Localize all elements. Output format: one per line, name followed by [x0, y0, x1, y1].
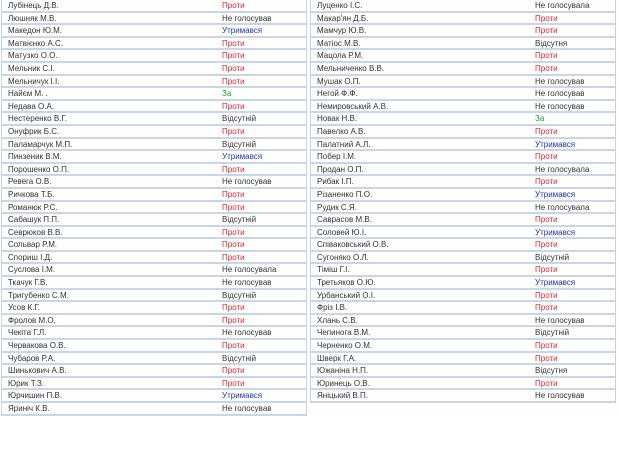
deputy-row — [2, 378, 306, 391]
deputy-name: Онуфрик Б.С. — [8, 126, 60, 136]
vote-status: Проти — [222, 126, 245, 136]
deputy-row — [2, 13, 306, 26]
deputy-name: Юринець О.В. — [317, 378, 370, 388]
deputy-row — [311, 151, 615, 164]
deputy-name: Мельниченко В.В. — [317, 63, 385, 73]
deputy-name: Продан О.П. — [317, 164, 364, 174]
deputy-row — [2, 277, 306, 290]
deputy-row — [2, 403, 306, 416]
deputy-name: Соловей Ю.І. — [317, 227, 367, 237]
deputy-name: Романюк Р.С. — [8, 202, 58, 212]
deputy-name: Чепинога В.М. — [317, 328, 371, 338]
vote-status: Утримався — [535, 278, 576, 288]
deputy-name: Юрик Т.З. — [8, 378, 44, 388]
vote-status: Не голосував — [222, 328, 272, 338]
deputy-name: Мацола Р.М. — [317, 51, 364, 61]
deputy-row — [2, 50, 306, 63]
vote-status: Проти — [535, 152, 558, 162]
deputy-name: Чекіта Г.Л. — [8, 328, 47, 338]
deputy-row — [2, 340, 306, 353]
deputy-row — [311, 50, 615, 63]
deputy-name: Южаніна Н.П. — [317, 366, 369, 376]
vote-status: Проти — [222, 189, 245, 199]
vote-status: Проти — [222, 315, 245, 325]
deputy-name: Фролов М.О. — [8, 315, 56, 325]
deputy-row — [311, 38, 615, 51]
deputy-name: Ричкова Т.Б. — [8, 189, 55, 199]
deputy-name: Сабашук П.П. — [8, 215, 60, 225]
deputy-row — [311, 252, 615, 265]
deputy-name: Мельник С.І. — [8, 63, 55, 73]
deputies-column-left — [1, 0, 307, 416]
deputy-row — [2, 189, 306, 202]
deputy-name: Співаковський О.В. — [317, 240, 389, 250]
deputy-name: Шверк Г.А. — [317, 353, 357, 363]
deputy-name: Чубаров Р.А. — [8, 353, 56, 363]
deputy-row — [2, 264, 306, 277]
deputy-name: Червакова О.В. — [8, 341, 66, 351]
deputy-row — [2, 101, 306, 114]
vote-status: Проти — [222, 101, 245, 111]
vote-status: За — [535, 114, 545, 124]
deputy-name: Шинькович А.В. — [8, 366, 67, 376]
deputy-name: Матузко О.О. — [8, 51, 58, 61]
vote-status: Не голосував — [535, 391, 585, 401]
deputy-name: Фріз І.В. — [317, 303, 348, 313]
deputy-row — [2, 390, 306, 403]
deputy-row — [311, 277, 615, 290]
vote-status: Проти — [535, 13, 558, 23]
deputy-name: Матіос М.В. — [317, 38, 361, 48]
vote-status: Не голосував — [535, 101, 585, 111]
vote-status: Утримався — [222, 391, 263, 401]
vote-status: Проти — [222, 240, 245, 250]
deputy-name: Різаненко П.О. — [317, 189, 373, 199]
deputy-name: Немировський А.В. — [317, 101, 389, 111]
deputy-name: Ревега О.В. — [8, 177, 52, 187]
vote-status: Проти — [535, 215, 558, 225]
vote-status: Проти — [535, 353, 558, 363]
deputy-name: Севрюков В.В. — [8, 227, 63, 237]
vote-status: Відсутній — [535, 252, 570, 262]
vote-status: Проти — [222, 303, 245, 313]
deputy-row — [2, 25, 306, 38]
vote-status: Не голосувала — [535, 164, 590, 174]
vote-status: Проти — [222, 164, 245, 174]
vote-status: Проти — [535, 63, 558, 73]
deputy-row — [311, 264, 615, 277]
vote-status: Не голосувала — [222, 265, 277, 275]
vote-status: Відсутній — [222, 114, 257, 124]
deputy-row — [2, 38, 306, 51]
deputy-row — [2, 126, 306, 139]
deputy-name: Нестеренко В.Г. — [8, 114, 67, 124]
vote-status: Проти — [222, 76, 245, 86]
deputy-name: Мушак О.П. — [317, 76, 361, 86]
deputy-name: Третьяков О.Ю. — [317, 278, 376, 288]
vote-status: Утримався — [222, 152, 263, 162]
deputy-name: Рудик С.Я. — [317, 202, 357, 212]
deputy-name: Палатний А.Л. — [317, 139, 371, 149]
deputy-row — [311, 13, 615, 26]
deputy-name: Саврасов М.В. — [317, 215, 372, 225]
deputy-row — [311, 63, 615, 76]
deputy-name: Найєм М. . — [8, 89, 48, 99]
deputy-row — [311, 315, 615, 328]
deputy-name: Черненко О.М. — [317, 341, 373, 351]
vote-status: Проти — [535, 265, 558, 275]
deputy-row — [311, 176, 615, 189]
vote-status: Проти — [535, 378, 558, 388]
deputy-name: Суслова І.М. — [8, 265, 56, 275]
deputy-row — [2, 290, 306, 303]
deputy-name: Макар'ян Д.Б. — [317, 13, 369, 23]
vote-status: Проти — [222, 202, 245, 212]
deputy-row — [2, 0, 306, 13]
vote-status: Проти — [222, 63, 245, 73]
vote-status: Утримався — [535, 227, 576, 237]
deputy-name: Побер І.М. — [317, 152, 357, 162]
deputy-name: Недава О.А. — [8, 101, 55, 111]
deputy-row — [311, 139, 615, 152]
vote-status: Проти — [535, 240, 558, 250]
vote-status: Не голосував — [222, 177, 272, 187]
vote-status: Проти — [535, 303, 558, 313]
deputy-row — [2, 214, 306, 227]
vote-status: Не голосувала — [535, 202, 590, 212]
deputy-row — [311, 340, 615, 353]
deputy-row — [2, 239, 306, 252]
deputy-row — [2, 353, 306, 366]
deputy-name: Яриніч К.В. — [8, 404, 50, 413]
deputy-name: Павелко А.В. — [317, 126, 366, 136]
deputy-row — [2, 164, 306, 177]
deputy-row — [311, 126, 615, 139]
deputy-name: Яніцький В.П. — [317, 391, 368, 401]
deputy-name: Рибак І.П. — [317, 177, 354, 187]
vote-status: Проти — [535, 26, 558, 36]
vote-status: Відсутня — [535, 366, 568, 376]
deputy-name: Мельничук І.І. — [8, 76, 60, 86]
deputy-row — [2, 113, 306, 126]
vote-status: Не голосував — [535, 76, 585, 86]
vote-status: Відсутній — [222, 139, 257, 149]
deputy-name: Усов К.Г. — [8, 303, 41, 313]
deputy-row — [311, 378, 615, 391]
deputy-row — [311, 101, 615, 114]
vote-status: Проти — [222, 38, 245, 48]
deputy-name: Сугоняко О.Л. — [317, 252, 369, 262]
vote-status: Проти — [535, 51, 558, 61]
vote-status: Не голосував — [535, 89, 585, 99]
deputy-row — [311, 327, 615, 340]
vote-status: Відсутня — [535, 38, 568, 48]
vote-status: Утримався — [535, 189, 576, 199]
deputy-row — [2, 63, 306, 76]
deputy-row — [2, 151, 306, 164]
deputy-row — [311, 227, 615, 240]
deputy-row — [311, 365, 615, 378]
deputy-name: Новак Н.В. — [317, 114, 358, 124]
deputy-name: Люшняк М.В. — [8, 13, 57, 23]
deputy-row — [311, 202, 615, 215]
deputy-name: Луценко І.С. — [317, 1, 363, 10]
vote-status: Не голосував — [222, 404, 272, 413]
vote-status: Проти — [535, 290, 558, 300]
deputy-row — [311, 88, 615, 101]
vote-status: Не голосував — [222, 13, 272, 23]
deputy-row — [311, 164, 615, 177]
deputy-row — [2, 302, 306, 315]
vote-status: Проти — [535, 126, 558, 136]
deputy-name: Македон Ю.М. — [8, 26, 63, 36]
deputy-row — [311, 189, 615, 202]
deputy-name: Мамчур Ю.В. — [317, 26, 367, 36]
deputy-row — [311, 302, 615, 315]
deputy-name: Урбанський О.І. — [317, 290, 376, 300]
deputy-name: Негой Ф.Ф. — [317, 89, 358, 99]
deputy-name: Ткачук Г.В. — [8, 278, 48, 288]
deputy-name: Пинзеник В.М. — [8, 152, 62, 162]
deputy-row — [2, 327, 306, 340]
vote-status: Не голосував — [535, 315, 585, 325]
vote-status: Проти — [222, 227, 245, 237]
vote-status: Утримався — [535, 139, 576, 149]
vote-status: За — [222, 89, 232, 99]
deputy-row — [2, 315, 306, 328]
deputy-row — [2, 88, 306, 101]
deputy-row — [311, 214, 615, 227]
deputy-name: Матвієнко А.С. — [8, 38, 64, 48]
deputy-row — [2, 252, 306, 265]
deputies-column-right — [310, 0, 616, 403]
vote-status: Проти — [535, 177, 558, 187]
deputy-row — [311, 76, 615, 89]
deputy-row — [2, 202, 306, 215]
deputy-row — [2, 76, 306, 89]
deputy-row — [311, 113, 615, 126]
vote-status: Відсутній — [222, 215, 257, 225]
deputy-row — [2, 176, 306, 189]
vote-status: Відсутній — [222, 353, 257, 363]
deputy-name: Лубінець Д.В. — [8, 1, 59, 10]
vote-status: Проти — [222, 252, 245, 262]
deputy-row — [311, 390, 615, 403]
deputy-row — [311, 239, 615, 252]
deputy-row — [311, 0, 615, 13]
deputy-name: Сольвар Р.М. — [8, 240, 58, 250]
vote-status: Утримався — [222, 26, 263, 36]
vote-status: Відсутній — [222, 290, 257, 300]
deputy-row — [311, 25, 615, 38]
vote-status: Проти — [222, 366, 245, 376]
deputy-row — [311, 290, 615, 303]
deputy-row — [2, 365, 306, 378]
vote-status: Проти — [222, 341, 245, 351]
vote-status: Проти — [222, 1, 245, 10]
vote-status: Не голосував — [222, 278, 272, 288]
deputy-name: Паламарчук М.П. — [8, 139, 73, 149]
deputy-name: Хлань С.В. — [317, 315, 358, 325]
deputy-name: Спориш І.Д. — [8, 252, 53, 262]
deputy-name: Юрчишин П.В. — [8, 391, 63, 401]
deputy-name: Порошенко О.П. — [8, 164, 70, 174]
deputy-name: Тіміш Г.І. — [317, 265, 350, 275]
deputy-row — [311, 353, 615, 366]
deputy-name: Тригубенко С.М. — [8, 290, 69, 300]
deputy-row — [2, 139, 306, 152]
vote-status: Не голосувала — [535, 1, 590, 10]
deputy-row — [2, 227, 306, 240]
vote-status: Відсутній — [535, 328, 570, 338]
vote-status: Проти — [222, 51, 245, 61]
vote-status: Проти — [222, 378, 245, 388]
vote-status: Проти — [535, 341, 558, 351]
